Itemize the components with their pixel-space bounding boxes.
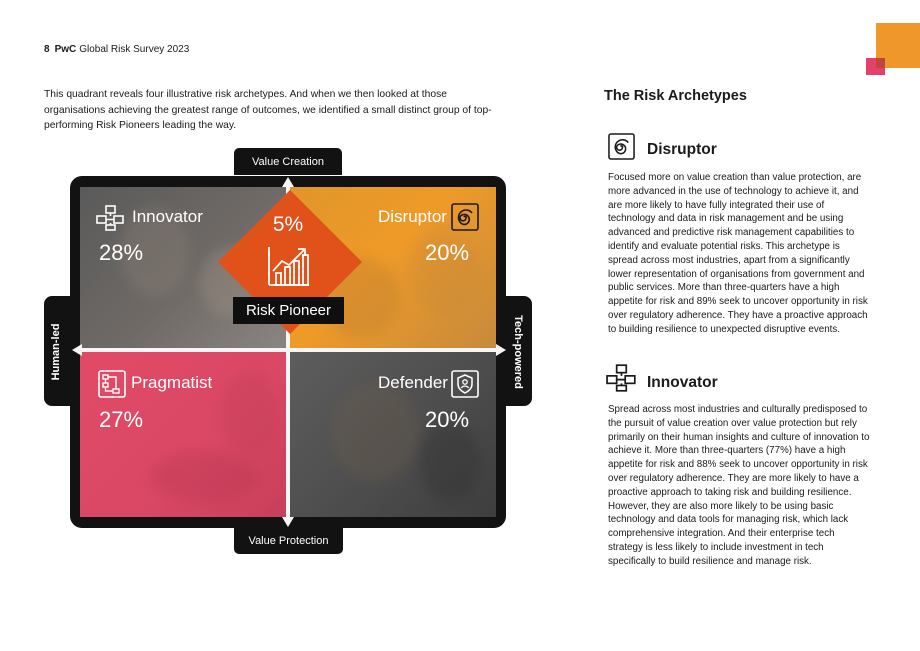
risk-pioneer-label: Risk Pioneer (233, 297, 344, 324)
quadrant-name-defender: Defender (378, 373, 448, 392)
report-title: Global Risk Survey 2023 (79, 44, 190, 55)
axis-label-value-protection: Value Protection (248, 535, 329, 547)
quadrant-percent-pragmatist: 27% (99, 407, 144, 432)
quadrant-name-disruptor: Disruptor (378, 207, 447, 226)
quadrant-percent-innovator: 28% (99, 240, 144, 265)
intro-paragraph: This quadrant reveals four illustrative risk archetypes. And when we then looked at those organisations achieving the greatest range of outcomes, we identified a small distinct group of top-performing Risk Pioneers leading the way. (44, 89, 492, 131)
axis-label-human-led: Human-led (50, 323, 62, 381)
archetype-title-innovator: Innovator (647, 374, 718, 391)
brand-name: PwC (54, 44, 77, 55)
axis-label-tech-powered: Tech-powered (512, 315, 524, 389)
growth-chart-icon (267, 245, 311, 287)
archetype-body-innovator: Spread across most industries and culturally predisposed to the pursuit of value creation over value protection but rely primarily on their human insights and culture of innovation to achieve it. More than three-quarters (77%) have a high appetite for risk and 88% seek to uncover opportunity in risk over regulatory adherence. They are more likely to have a proactive approach to taking risk and building resilience. However, they are also more likely to be using basic technology and data tools for managing risk, which lack comprehensive integration. And their enterprise tech strategy is less likely to include investment in tech specifically to build resilience and manage risk. (608, 404, 870, 567)
quadrant-percent-disruptor: 20% (425, 240, 470, 265)
quadrant-name-innovator: Innovator (132, 207, 203, 226)
archetype-body-disruptor: Focused more on value creation than value protection, are more advanced in the use of technology to achieve it, and are more likely to have fully integrated their use of technology and data in risk management and be using advanced and predictive risk management capabilities to identify and evaluate potential risks. This archetype is spread across most industries, apart from a significantly lower representation of organisations from government and public services. More than three-quarters have a high appetite for risk and 89% seek to uncover opportunity in risk over regulatory adherence. They have a proactive approach to building resilience to unexpected disruptive events. (608, 172, 868, 335)
decorative-overlap-block (876, 58, 885, 68)
axis-label-value-creation: Value Creation (252, 156, 324, 168)
section-title: The Risk Archetypes (604, 88, 747, 104)
risk-pioneer-percent: 5% (272, 213, 304, 236)
page-number: 8 (44, 44, 50, 55)
quadrant-percent-defender: 20% (425, 407, 470, 432)
innovator-flowchart-icon (96, 205, 126, 231)
pragmatist-flowchart-icon (98, 370, 126, 398)
defender-shield-icon (451, 370, 479, 398)
archetype-title-disruptor: Disruptor (647, 141, 717, 158)
page-header (44, 44, 189, 55)
disruptor-spiral-icon (608, 133, 635, 160)
arrow-right-icon (496, 344, 506, 356)
innovator-flowchart-icon (606, 364, 638, 392)
arrow-left-icon (72, 344, 82, 356)
quadrant-name-pragmatist: Pragmatist (131, 373, 213, 392)
arrow-up-icon (282, 177, 294, 187)
arrow-down-icon (282, 517, 294, 527)
disruptor-spiral-icon (451, 203, 479, 231)
